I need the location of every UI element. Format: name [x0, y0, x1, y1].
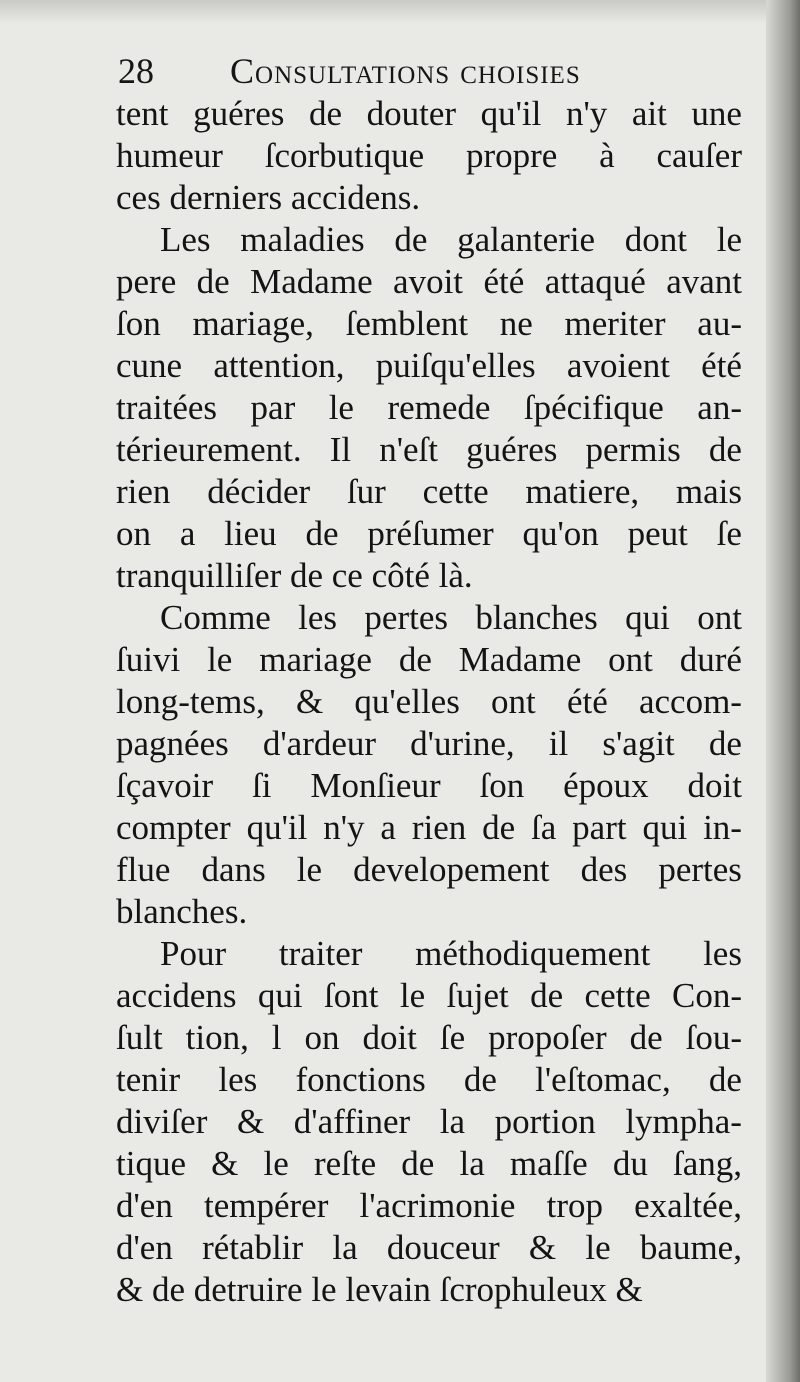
text-line: traitées par le remede ſpécifique an-	[116, 388, 742, 427]
text-line: Pour traiter méthodiquement les	[160, 934, 742, 973]
text-line: flue dans le developement des pertes	[116, 850, 742, 889]
text-line: on a lieu de préſumer qu'on peut ſe	[116, 514, 742, 553]
text-line: ſçavoir ſi Monſieur ſon époux doit	[116, 766, 742, 805]
text-line: accidens qui ſont le ſujet de cette Con-	[116, 976, 742, 1015]
text-line: d'en rétablir la douceur & le baume,	[116, 1228, 742, 1267]
text-line: Comme les pertes blanches qui ont	[160, 598, 742, 637]
text-line: pere de Madame avoit été attaqué avant	[116, 262, 742, 301]
text-line: tenir les fonctions de l'eſtomac, de	[116, 1060, 742, 1099]
paragraph	[116, 933, 742, 1311]
page-number: 28	[118, 51, 154, 91]
text-line: ſult tion, l on doit ſe propoſer de ſou-	[116, 1018, 742, 1057]
running-title: Consultations choisies	[230, 51, 581, 91]
text-line: ces derniers accidens.	[116, 178, 421, 217]
text-line: pagnées d'ardeur d'urine, il s'agit de	[116, 724, 742, 763]
text-line: & de detruire le levain ſcrophuleux &	[116, 1270, 643, 1309]
text-line: ſon mariage, ſemblent ne meriter au-	[116, 304, 742, 343]
text-line: humeur ſcorbutique propre à cauſer	[116, 136, 742, 175]
text-line: tent guéres de douter qu'il n'y ait une	[116, 94, 742, 133]
body-text	[116, 93, 742, 1311]
paragraph	[116, 219, 742, 597]
text-line: tranquilliſer de ce côté là.	[116, 556, 473, 595]
text-line: d'en tempérer l'acrimonie trop exaltée,	[116, 1186, 742, 1225]
text-line: diviſer & d'affiner la portion lympha-	[116, 1102, 742, 1141]
page-top-shadow	[0, 0, 800, 24]
text-line: Les maladies de galanterie dont le	[160, 220, 742, 259]
text-line: rien décider ſur cette matiere, mais	[116, 472, 742, 511]
paragraph	[116, 597, 742, 933]
text-line: compter qu'il n'y a rien de ſa part qui in-	[116, 808, 742, 847]
text-line: cune attention, puiſqu'elles avoient été	[116, 346, 742, 385]
text-line: blanches.	[116, 892, 248, 931]
text-line: tique & le reſte de la maſſe du ſang,	[116, 1144, 742, 1183]
text-line: ſuivi le mariage de Madame ont duré	[116, 640, 742, 679]
text-line: long-tems, & qu'elles ont été accom-	[116, 682, 742, 721]
page-gutter-shadow	[766, 0, 800, 1382]
running-head	[118, 50, 758, 94]
text-line: térieurement. Il n'eſt guéres permis de	[116, 430, 742, 469]
paragraph	[116, 93, 742, 219]
